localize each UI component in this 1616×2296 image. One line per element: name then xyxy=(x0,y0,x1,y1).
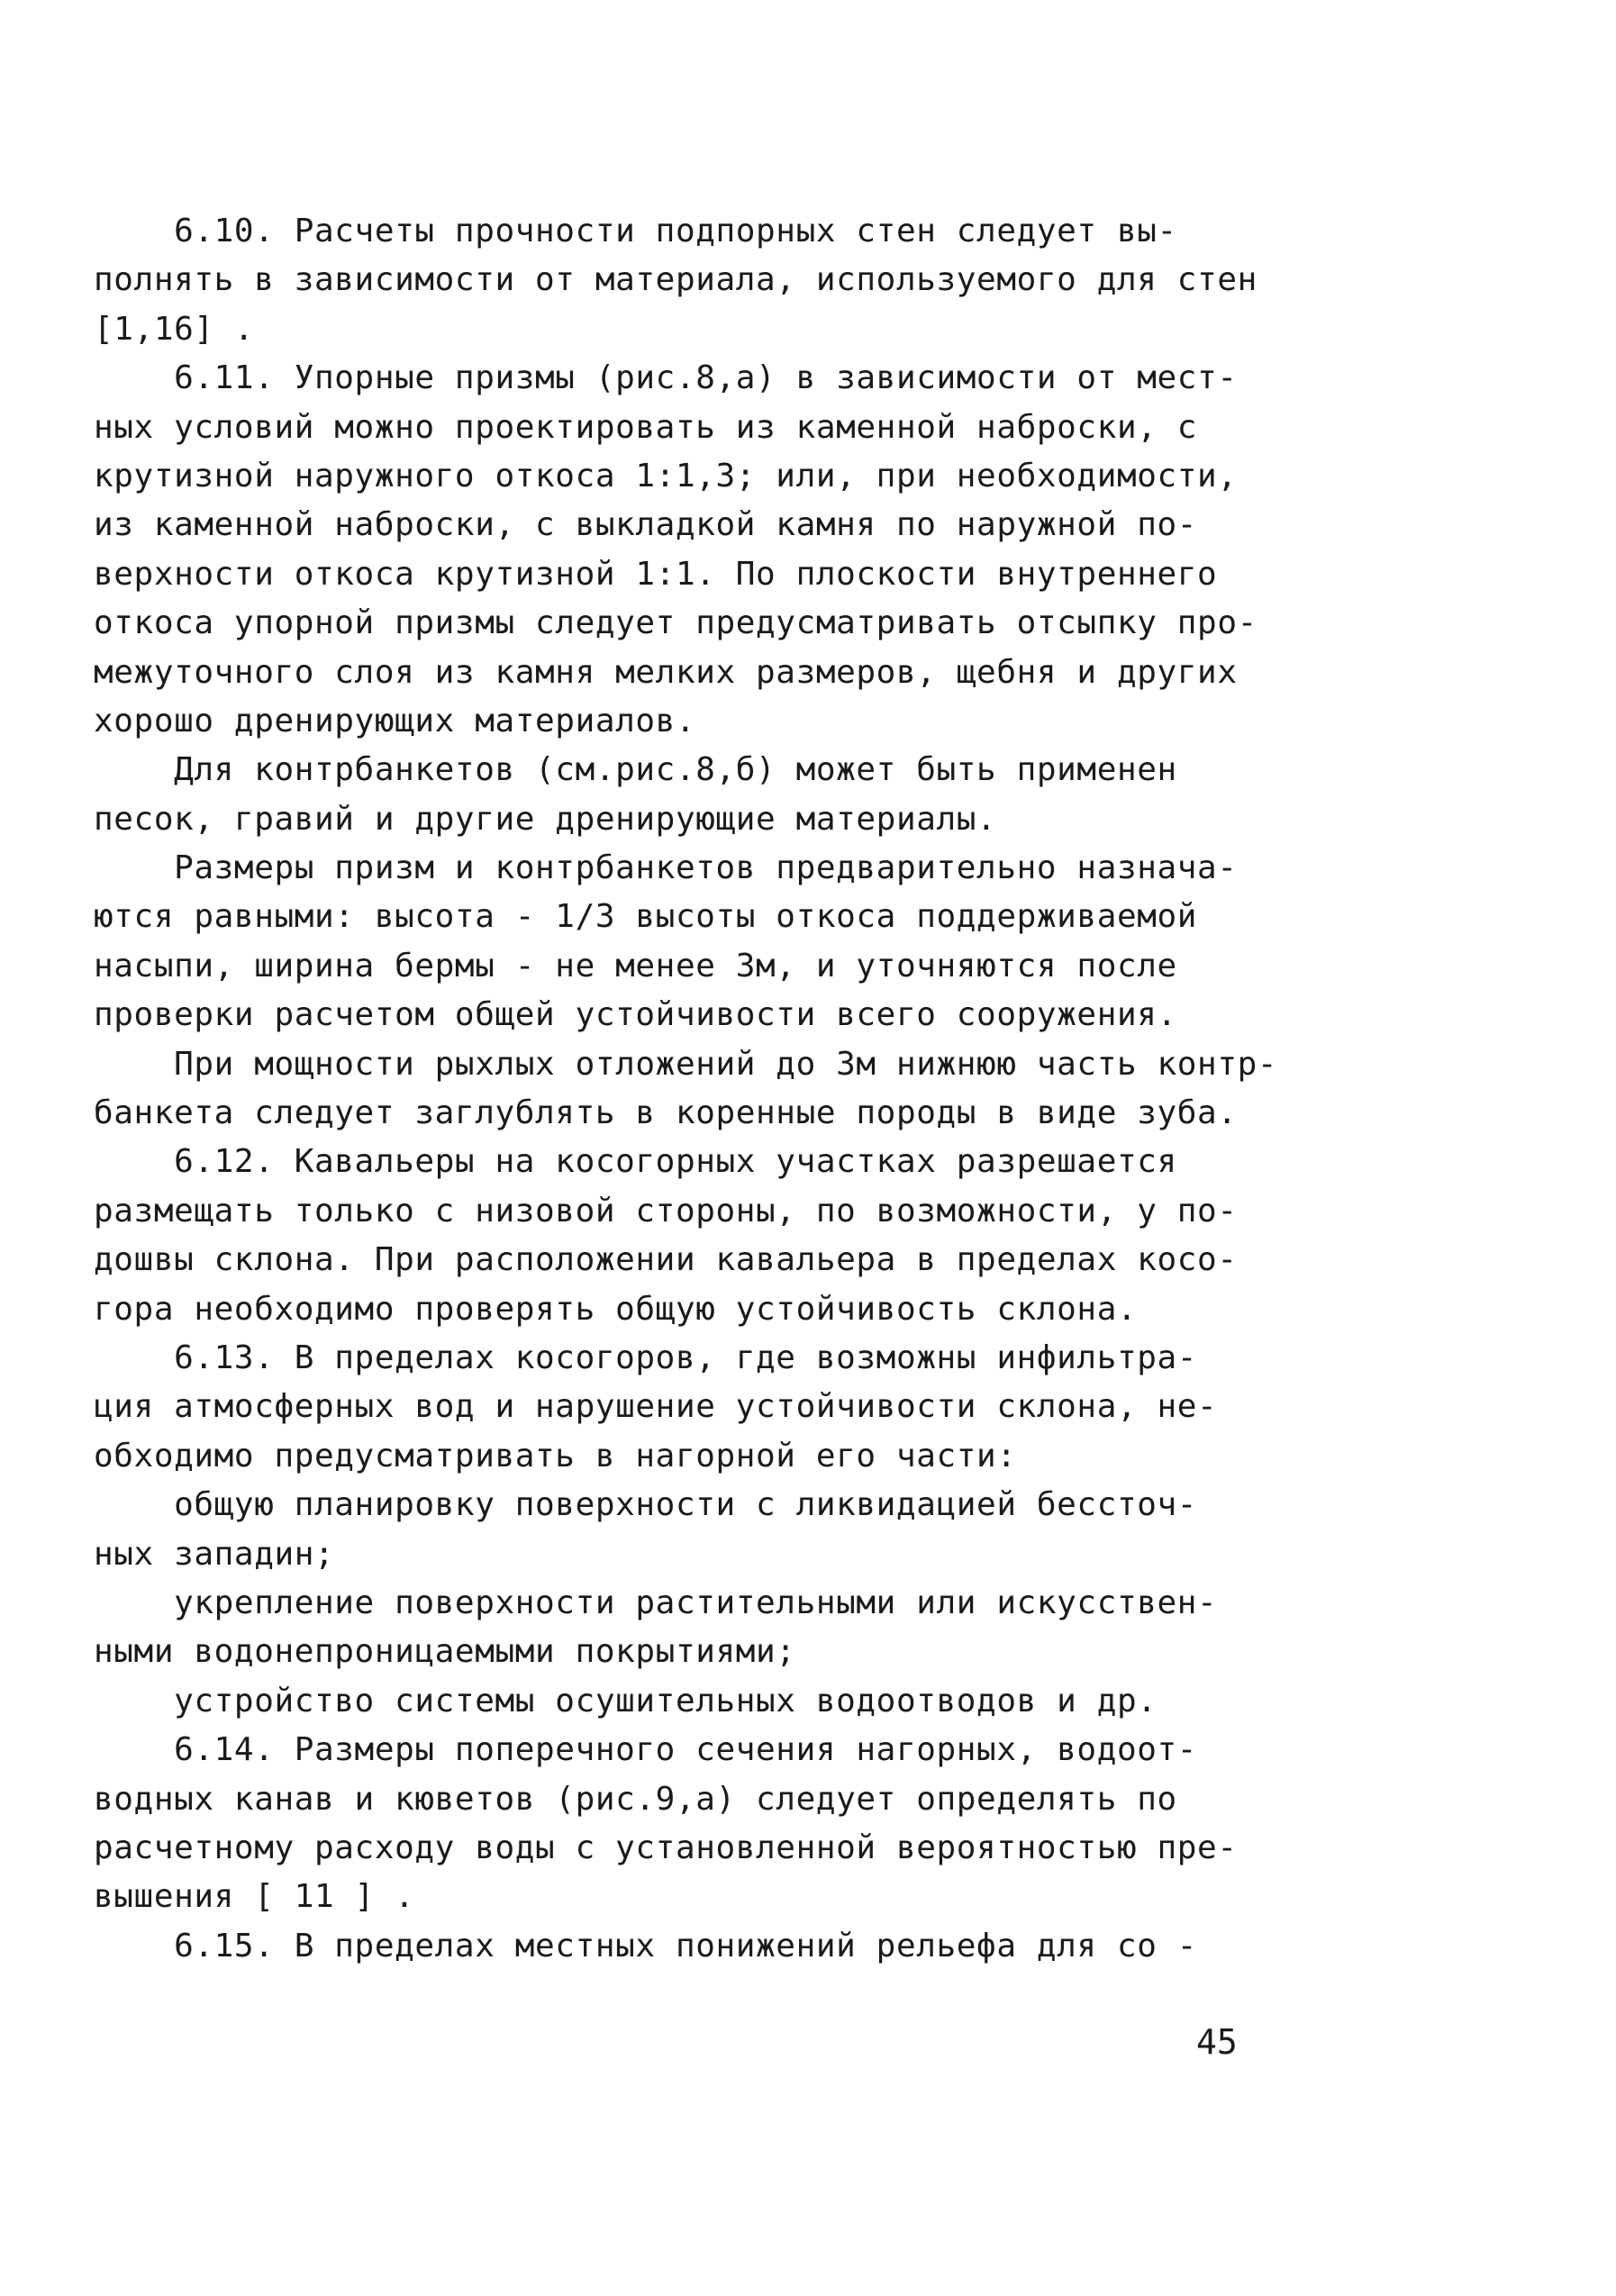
text-line: вышения [ 11 ] . xyxy=(94,1878,415,1916)
text-line: дошвы склона. При расположении кавальера в пределах косо- xyxy=(94,1241,1238,1279)
text-line: ных условий можно проектировать из каменной наброски, с xyxy=(94,408,1198,446)
text-line: проверки расчетом общей устойчивости всего сооружения. xyxy=(94,996,1177,1034)
text-line: из каменной наброски, с выкладкой камня по наружной по- xyxy=(94,506,1198,544)
text-line: межуточного слоя из камня мелких размеров, щебня и других xyxy=(94,653,1238,691)
text-line: ция атмосферных вод и нарушение устойчивости склона, не- xyxy=(94,1388,1218,1426)
text-line: Для контрбанкетов (см.рис.8,б) может быть применен xyxy=(94,751,1177,789)
text-line: верхности откоса крутизной 1:1. По плоскости внутреннего xyxy=(94,555,1218,593)
page-number: 45 xyxy=(1196,2022,1238,2062)
body-text xyxy=(94,207,1278,1971)
text-line: ных западин; xyxy=(94,1535,335,1573)
text-line: крутизной наружного откоса 1:1,3; или, при необходимости, xyxy=(94,457,1238,495)
text-line: [1,16] . xyxy=(94,310,255,348)
text-line: 6.13. В пределах косогоров, где возможны инфильтра- xyxy=(94,1339,1198,1376)
text-line: размещать только с низовой стороны, по возможности, у по- xyxy=(94,1192,1238,1230)
text-line: 6.11. Упорные призмы (рис.8,а) в зависимости от мест- xyxy=(94,359,1238,397)
text-line: полнять в зависимости от материала, используемого для стен xyxy=(94,261,1257,299)
text-line: расчетному расходу воды с установленной вероятностью пре- xyxy=(94,1829,1238,1866)
text-line: укрепление поверхности растительными или искусствен- xyxy=(94,1584,1218,1621)
text-line: обходимо предусматривать в нагорной его части: xyxy=(94,1437,1017,1475)
text-line: банкета следует заглублять в коренные породы в виде зуба. xyxy=(94,1094,1238,1132)
text-line: 6.14. Размеры поперечного сечения нагорных, водоот- xyxy=(94,1731,1198,1769)
text-line: песок, гравий и другие дренирующие материалы. xyxy=(94,800,997,838)
text-line: ными водонепроницаемыми покрытиями; xyxy=(94,1633,796,1671)
text-line: устройство системы осушительных водоотводов и др. xyxy=(94,1682,1158,1720)
text-line: 6.12. Кавальеры на косогорных участках разрешается xyxy=(94,1143,1177,1181)
text-line: насыпи, ширина бермы - не менее 3м, и уточняются после xyxy=(94,947,1177,985)
text-line: Размеры призм и контрбанкетов предварительно назнача- xyxy=(94,849,1238,887)
text-line: При мощности рыхлых отложений до 3м нижнюю часть контр- xyxy=(94,1045,1278,1083)
text-line: водных канав и кюветов (рис.9,а) следует определять по xyxy=(94,1780,1177,1818)
text-line: гора необходимо проверять общую устойчивость склона. xyxy=(94,1290,1138,1328)
text-line: хорошо дренирующих материалов. xyxy=(94,702,696,740)
text-line: откоса упорной призмы следует предусматривать отсыпку про- xyxy=(94,604,1257,642)
text-line: 6.10. Расчеты прочности подпорных стен следует вы- xyxy=(94,213,1177,250)
text-line: общую планировку поверхности с ликвидацией бессточ- xyxy=(94,1486,1198,1524)
text-line: 6.15. В пределах местных понижений рельефа для со - xyxy=(94,1927,1198,1965)
text-line: ются равными: высота - 1/3 высоты откоса поддерживаемой xyxy=(94,898,1198,936)
